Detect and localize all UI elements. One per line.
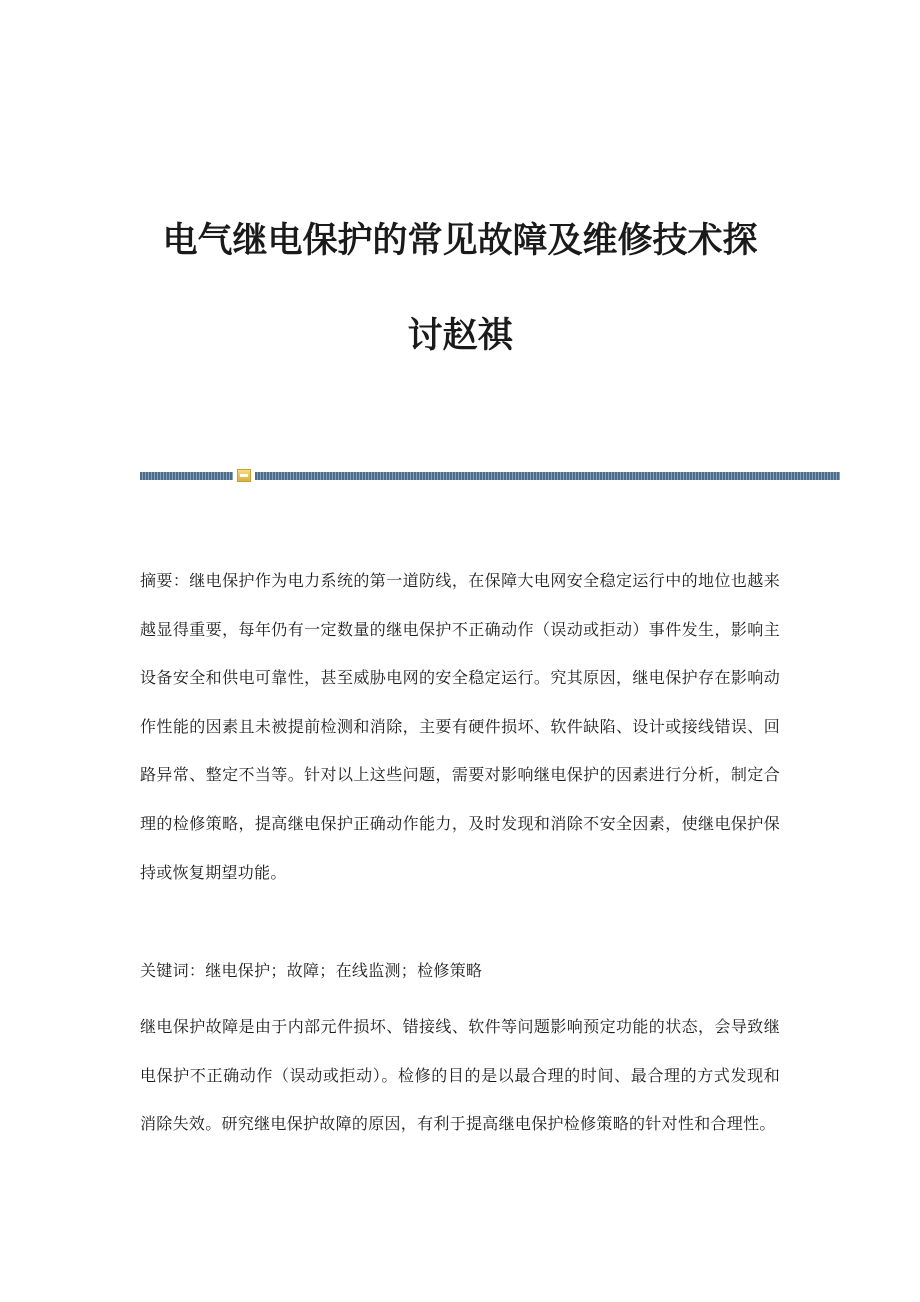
divider-ornament-icon [237, 469, 251, 482]
divider-bar-right [255, 472, 840, 480]
body-paragraph: 继电保护故障是由于内部元件损坏、错接线、软件等问题影响预定功能的状态，会导致继电保护不正确动作（误动或拒动）。检修的目的是以最合理的时间、最合理的方式发现和消除失效。研究继电保护故障的原因，有利于提高继电保护检修策略的针对性和合理性。 [140, 1017, 780, 1134]
document-title-line-1: 电气继电保护的常见故障及维修技术探 [162, 221, 758, 261]
decorative-divider [140, 472, 840, 480]
abstract-paragraph: 摘要：继电保护作为电力系统的第一道防线，在保障大电网安全稳定运行中的地位也越来越显得重要，每年仍有一定数量的继电保护不正确动作（误动或拒动）事件发生，影响主设备安全和供电可靠性，甚至威胁电网的安全稳定运行。究其原因，继电保护存在影响动作性能的因素且未被提前检测和消除，主要有硬件损坏、软件缺陷、设计或接线错误、回路异常、整定不当等。针对以上这些问题，需要对影响继电保护的因素进行分析，制定合理的检修策略，提高继电保护正确动作能力，及时发现和消除不安全因素，使继电保护保持或恢复期望功能。 [140, 571, 780, 882]
divider-bar-left [140, 472, 233, 480]
keywords-line: 关键词：继电保护；故障；在线监测；检修策略 [140, 961, 483, 980]
document-title-line-2: 讨赵祺 [407, 316, 513, 356]
